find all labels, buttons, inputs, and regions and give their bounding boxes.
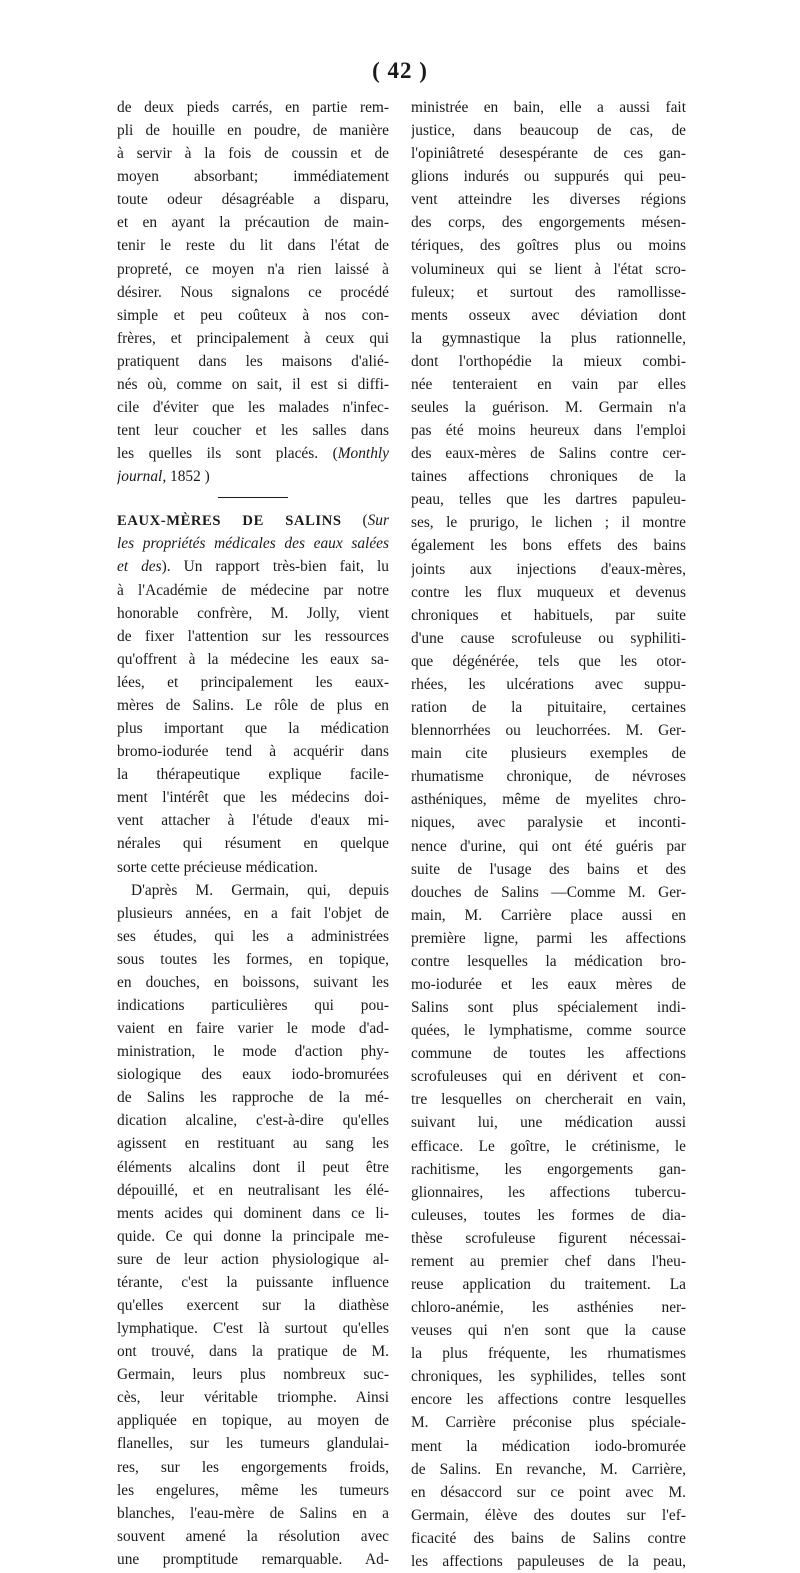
text-line: thèse scrofuleuse figurent nécessai- <box>411 1229 686 1247</box>
text-line: souvent amené la résolution avec <box>117 1527 389 1545</box>
text-line: que dégénérée, tels que les otor- <box>411 652 686 670</box>
text-line: asthéniques, même de myelites chro- <box>411 791 686 809</box>
text-line: res, sur les engorgements froids, <box>117 1458 389 1476</box>
text-line: mo-iodurée et les eaux mères de <box>411 975 686 993</box>
text-line: tenir le reste du lit dans l'état de <box>117 237 389 255</box>
text-line: justice, dans beaucoup de cas, de <box>411 122 686 140</box>
text-line: désirer. Nous signalons ce procédé <box>117 283 389 301</box>
text-line: sure de leur action physiologique al- <box>117 1250 389 1268</box>
text-line: reuse application du traitement. La <box>411 1275 686 1293</box>
text-line: première ligne, parmi les affections <box>411 929 686 947</box>
text-line: rachitisme, les engorgements gan- <box>411 1160 686 1178</box>
text-line: dont l'orthopédie la mieux combi- <box>411 352 686 370</box>
text-fragment: ( <box>341 512 368 530</box>
text-line: moyen absorbant; immédiatement <box>117 168 389 186</box>
subtitle-fragment: et des <box>117 558 162 576</box>
text-line: tent leur coucher et les salles dans <box>117 422 389 440</box>
section-heading: EAUX-MÈRES DE SALINS <box>117 513 342 530</box>
text-line: pratiquent dans les maisons d'alié- <box>117 352 389 370</box>
text-line: peau, telles que les dartres papuleu- <box>411 491 686 509</box>
text-line: éléments alcalins dont il peut être <box>117 1158 389 1176</box>
text-line: d'une cause scrofuleuse ou syphiliti- <box>411 629 686 647</box>
text-line: tre lesquelles on chercherait en vain, <box>411 1091 686 1109</box>
text-line: née tenteraient en vain par elles <box>411 375 686 393</box>
text-line: propreté, ce moyen n'a rien laissé à <box>117 260 389 278</box>
text-line: une promptitude remarquable. Ad- <box>117 1550 389 1568</box>
text-line: bromo-iodurée tend à acquérir dans <box>117 743 389 761</box>
source-year: 1852 ) <box>166 468 210 486</box>
text-line: qu'offrent à la médecine les eaux sa- <box>117 650 389 668</box>
text-line: la gymnastique la plus rationnelle, <box>411 329 686 347</box>
text-line: les engelures, même les tumeurs <box>117 1481 389 1499</box>
text-line <box>117 555 389 578</box>
text-line: flanelles, sur les tumeurs glandulai- <box>117 1435 389 1453</box>
text-line: toute odeur désagréable a disparu, <box>117 191 389 209</box>
text-line: de Salins. En revanche, M. Carrière, <box>411 1460 686 1478</box>
text-line: à l'Académie de médecine par notre <box>117 581 389 599</box>
text-line: contre lesquelles la médication bro- <box>411 952 686 970</box>
text-line: niques, avec paralysie et inconti- <box>411 814 686 832</box>
text-line: en douches, en boissons, suivant les <box>117 973 389 991</box>
text-line: également les bons effets des bains <box>411 537 686 555</box>
text-line: en désaccord sur ce point avec M. <box>411 1483 686 1501</box>
text-line: pli de houille en poudre, de manière <box>117 122 389 140</box>
text-line: culeuses, toutes les formes de dia- <box>411 1206 686 1224</box>
right-column <box>411 96 686 1573</box>
text-line: mères de Salins. Le rôle de plus en <box>117 696 389 714</box>
text-line: scrofuleuses qui en dérivent et con- <box>411 1068 686 1086</box>
text-line: quide. Ce qui donne la principale me- <box>117 1227 389 1245</box>
text-line: encore les affections contre lesquelles <box>411 1391 686 1409</box>
text-line: ministrée en bain, elle a aussi fait <box>411 99 686 116</box>
text-line: nés où, comme on sait, il est si diffi- <box>117 375 389 393</box>
text-line: et en ayant la précaution de main- <box>117 214 389 232</box>
text-line: commune de toutes les affections <box>411 1045 686 1063</box>
text-line: ments osseux avec déviation dont <box>411 306 686 324</box>
text-line: suite de l'usage des bains et des <box>411 860 686 878</box>
source-title: Monthly <box>337 445 389 463</box>
text-line: térante, c'est la puissante influence <box>117 1273 389 1291</box>
text-line: M. Carrière préconise plus spéciale- <box>411 1414 686 1432</box>
text-line: chloro-anémie, les asthénies ner- <box>411 1299 686 1317</box>
text-line: glionnaires, les affections tubercu- <box>411 1183 686 1201</box>
text-line: de Salins les rapproche de la mé- <box>117 1089 389 1107</box>
text-line: de deux pieds carrés, en partie rem- <box>117 99 389 116</box>
text-line: blanches, l'eau-mère de Salins en a <box>117 1504 389 1522</box>
source-title: journal, <box>117 468 167 486</box>
text-line: volumineux qui se lient à l'état scro- <box>411 260 686 278</box>
text-line: frères, et principalement à ceux qui <box>117 329 389 347</box>
text-line: vent atteindre les diverses régions <box>411 191 686 209</box>
text-line: qu'elles exercent sur la diathèse <box>117 1296 389 1314</box>
text-line: ministration, le mode d'action phy- <box>117 1043 389 1061</box>
text-line: ments acides qui dominent dans ce li- <box>117 1204 389 1222</box>
text-line: siologique des eaux iodo-bromurées <box>117 1066 389 1084</box>
text-line: ses, le prurigo, le lichen ; il montre <box>411 514 686 532</box>
text-line: sorte cette précieuse médication. <box>117 858 318 876</box>
text-line: de fixer l'attention sur les ressources <box>117 627 389 645</box>
text-line: Salins sont plus spécialement indi- <box>411 999 686 1017</box>
text-line: tériques, des goîtres plus ou moins <box>411 237 686 255</box>
text-line: lymphatique. C'est là surtout qu'elles <box>117 1320 389 1338</box>
text-line: appliquée en topique, au moyen de <box>117 1412 389 1430</box>
text-line: plus important que la médication <box>117 720 389 738</box>
text-line: taines affections chroniques de la <box>411 468 686 486</box>
text-line: vaient en faire varier le mode d'ad- <box>117 1020 389 1038</box>
text-line: rement au premier chef dans l'heu- <box>411 1252 686 1270</box>
text-line: blennorrhées ou leuchorrées. M. Ger- <box>411 722 686 740</box>
text-line <box>117 465 389 488</box>
text-line: des corps, des engorgements mésen- <box>411 214 686 232</box>
text-line: D'après M. Germain, qui, depuis <box>131 881 389 899</box>
text-line: Germain, élève des doutes sur l'ef- <box>411 1506 686 1524</box>
text-line: efficace. Le goître, le crétinisme, le <box>411 1137 686 1155</box>
text-line: ration de la pituitaire, certaines <box>411 699 686 717</box>
text-line: ses études, qui les a administrées <box>117 927 389 945</box>
subtitle-line: les propriétés médicales des eaux salées <box>117 535 389 553</box>
text-line: cile d'éviter que les malades n'infec- <box>117 399 389 417</box>
text-line: douches de Salins —Comme M. Ger- <box>411 883 686 901</box>
text-line: à servir à la fois de coussin et de <box>117 145 389 163</box>
text-line: agissent en restituant au sang les <box>117 1135 389 1153</box>
left-column <box>117 96 389 1571</box>
text-line: sous toutes les formes, en topique, <box>117 950 389 968</box>
text-line: honorable confrère, M. Jolly, vient <box>117 604 389 622</box>
text-line: suivant lui, une médication aussi <box>411 1114 686 1132</box>
text-line: ment la médication iodo-bromurée <box>411 1437 686 1455</box>
text-line: contre les flux muqueux et devenus <box>411 583 686 601</box>
text-line: quées, le lymphatisme, comme source <box>411 1022 686 1040</box>
text-line: nérales qui résument en quelque <box>117 835 389 853</box>
text-line: vent attacher à l'étude d'eaux mi- <box>117 812 389 830</box>
text-line: plusieurs années, en a fait l'objet de <box>117 904 389 922</box>
text-line: Germain, leurs plus nombreux suc- <box>117 1366 389 1384</box>
text-line: dication alcaline, c'est-à-dire qu'elles <box>117 1112 389 1130</box>
text-line: cès, leur véritable triomphe. Ainsi <box>117 1389 389 1407</box>
text-fragment: les quelles ils sont placés. ( <box>117 445 338 463</box>
text-line: ont trouvé, dans la pratique de M. <box>117 1343 389 1361</box>
text-line: la thérapeutique explique facile- <box>117 766 389 784</box>
text-line: chroniques, les syphilides, telles sont <box>411 1368 686 1386</box>
text-line: joints aux injections d'eaux-mères, <box>411 560 686 578</box>
text-line: lées, et principalement les eaux- <box>117 673 389 691</box>
text-line: rhées, les ulcérations avec suppu- <box>411 675 686 693</box>
text-line: main, M. Carrière place aussi en <box>411 906 686 924</box>
text-line <box>117 442 389 465</box>
text-line: rhumatisme chronique, de névroses <box>411 768 686 786</box>
text-line: la plus fréquente, les rhumatismes <box>411 1345 686 1363</box>
text-line: ficacité des bains de Salins contre <box>411 1529 686 1547</box>
page-number: ( 42 ) <box>372 58 428 83</box>
text-line: chroniques et habituels, par suite <box>411 606 686 624</box>
text-line: seules la guérison. M. Germain n'a <box>411 399 686 417</box>
text-line: nence d'urine, qui ont été guéris par <box>411 837 686 855</box>
text-line: dépouillé, et en neutralisant les élé- <box>117 1181 389 1199</box>
text-line: glions indurés ou suppurés qui peu- <box>411 168 686 186</box>
text-line: main cite plusieurs exemples de <box>411 745 686 763</box>
text-line: pas été moins heureux dans l'emploi <box>411 422 686 440</box>
section-heading-line <box>117 509 389 532</box>
text-line: fuleux; et surtout des ramollisse- <box>411 283 686 301</box>
text-line: l'opiniâtreté desespérante de ces gan- <box>411 145 686 163</box>
text-fragment: ). Un rapport très-bien fait, lu <box>161 558 389 576</box>
text-line: des eaux-mères de Salins contre cer- <box>411 445 686 463</box>
text-line: veuses qui n'en sont que la cause <box>411 1322 686 1340</box>
text-line: les affections papuleuses de la peau, <box>411 1552 686 1570</box>
text-line: simple et peu coûteux à nos con- <box>117 306 389 324</box>
text-line: ment l'intérêt que les médecins doi- <box>117 789 389 807</box>
section-divider <box>218 497 288 498</box>
subtitle-fragment: Sur <box>367 512 389 530</box>
text-line: indications particulières qui pou- <box>117 996 389 1014</box>
